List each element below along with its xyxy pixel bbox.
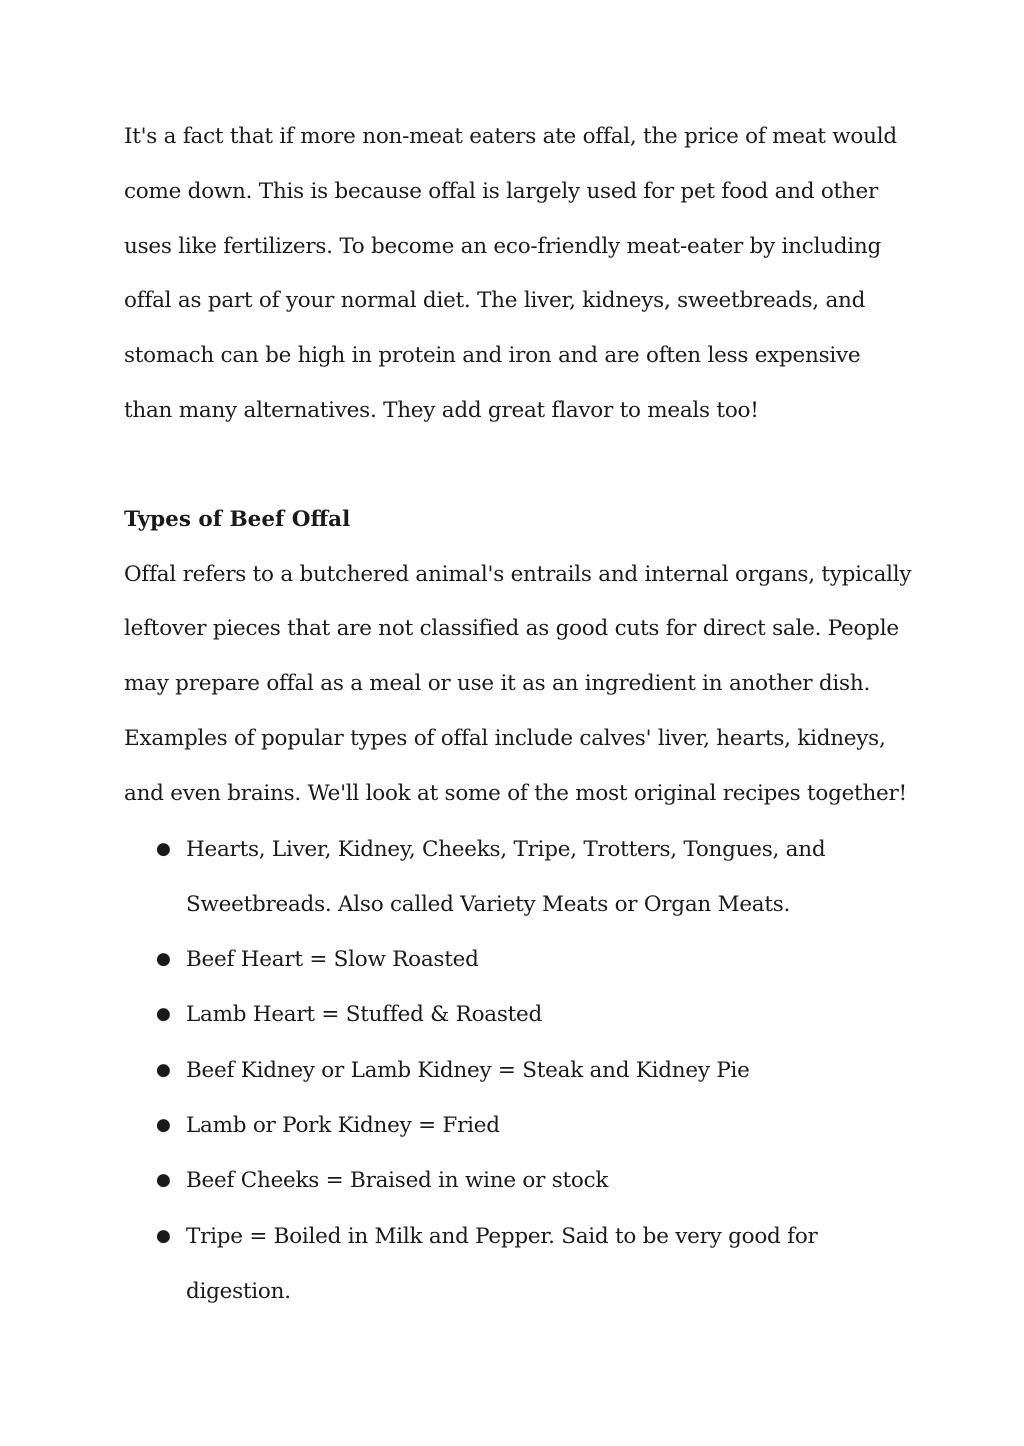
bullet-marker: ● [156, 1115, 171, 1136]
list-item-text: Lamb or Pork Kidney = Fried [186, 1113, 500, 1139]
document-page [124, 110, 914, 1319]
list-item-text: Beef Kidney or Lamb Kidney = Steak and Kidney Pie [186, 1057, 750, 1083]
list-item-text: Hearts, Liver, Kidney, Cheeks, Tripe, Trotters, Tongues, and Sweetbreads. Also called Variety Meats or Organ Meats. [186, 836, 826, 917]
bullet-marker: ● [156, 1004, 171, 1025]
bullet-marker: ● [156, 1225, 171, 1246]
list-item-text: Beef Heart = Slow Roasted [186, 947, 479, 973]
list-item [124, 987, 914, 1042]
list-item-text: Beef Cheeks = Braised in wine or stock [186, 1168, 609, 1194]
list-item [124, 1209, 914, 1320]
bullet-marker: ● [156, 949, 171, 970]
list-item [124, 1098, 914, 1153]
list-item [124, 932, 914, 987]
bullet-list [124, 822, 914, 1320]
bullet-marker: ● [156, 1170, 171, 1191]
intro-paragraph: It's a fact that if more non-meat eaters ate offal, the price of meat would come down. This is because offal is largely used for pet food and other uses like fertilizers. To become an eco-friendly meat-eater by including offal as part of your normal diet. The liver, kidneys, sweetbreads, and stomach can be high in protein and iron and are often less expensive than many alternatives. They add great flavor to meals too! [124, 124, 897, 423]
list-item [124, 1043, 914, 1098]
list-item [124, 822, 914, 933]
bullet-marker: ● [156, 1059, 171, 1080]
list-item-text: Tripe = Boiled in Milk and Pepper. Said to be very good for digestion. [186, 1223, 818, 1304]
list-item [124, 1153, 914, 1208]
paragraph-spacer [124, 439, 914, 493]
bullet-marker: ● [156, 838, 171, 859]
list-item-text: Lamb Heart = Stuffed & Roasted [186, 1002, 543, 1028]
section-heading: Types of Beef Offal [124, 506, 351, 532]
section-paragraph: Offal refers to a butchered animal's entrails and internal organs, typically leftover pieces that are not classified as good cuts for direct sale. People may prepare offal as a meal or use it as an ingredient in another dish. Examples of popular types of offal include calves' liver, hearts, kidneys, and even brains. We'll look at some of the most original recipes together! [124, 561, 912, 806]
